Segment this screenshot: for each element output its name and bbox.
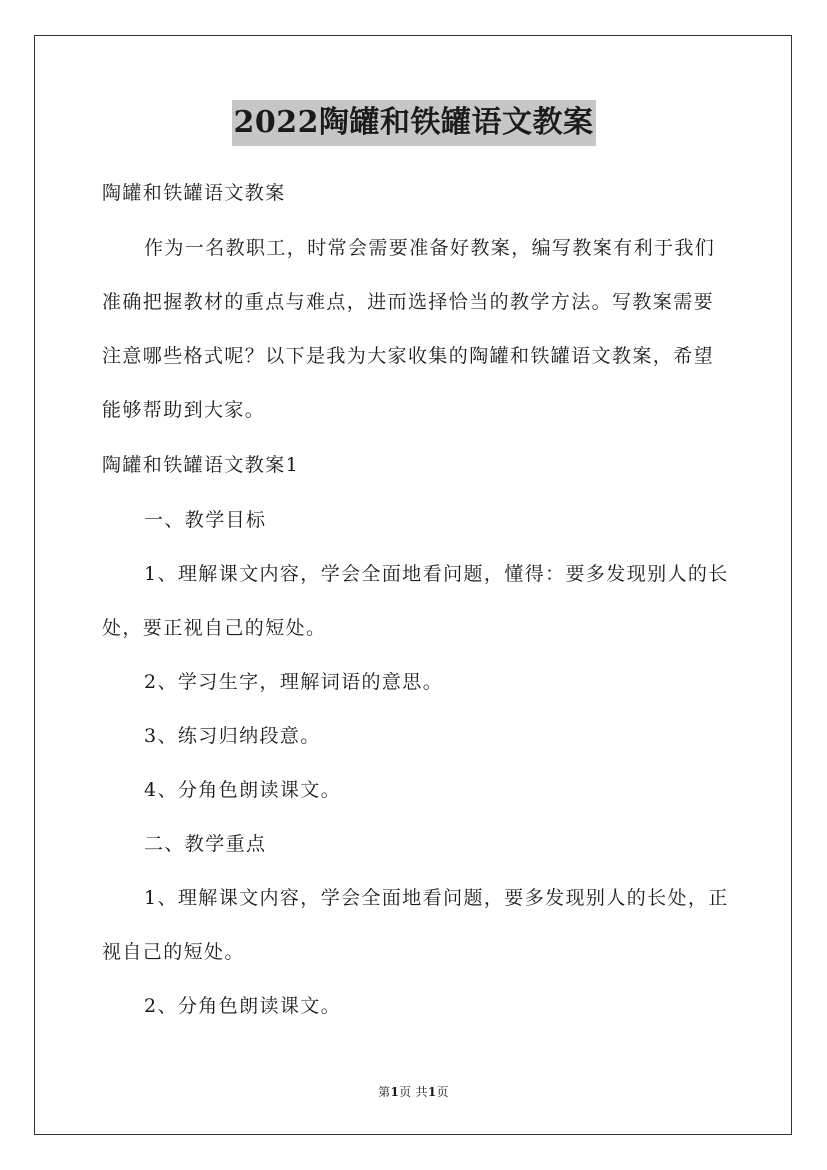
goal-1-line-2: 处，要正视自己的短处。 xyxy=(102,617,327,639)
footer-current-page: 1 xyxy=(390,1085,400,1099)
page-footer xyxy=(0,1084,827,1100)
goals-heading: 一、教学目标 xyxy=(144,509,267,531)
focus-1-line-1: 1、理解课文内容，学会全面地看问题，要多发现别人的长处，正 xyxy=(144,887,729,909)
intro-line-1: 作为一名教职工，时常会需要准备好教案，编写教案有利于我们 xyxy=(144,237,716,259)
footer-prefix: 第 xyxy=(378,1085,391,1099)
goal-4: 4、分角色朗读课文。 xyxy=(144,779,342,801)
section-heading: 陶罐和铁罐语文教案1 xyxy=(102,454,300,476)
document-subtitle: 陶罐和铁罐语文教案 xyxy=(102,182,286,204)
goal-1-line-1: 1、理解课文内容，学会全面地看问题，懂得：要多发现别人的长 xyxy=(144,563,729,585)
focus-1-line-2: 视自己的短处。 xyxy=(102,941,245,963)
focus-heading: 二、教学重点 xyxy=(144,833,267,855)
intro-line-2: 准确把握教材的重点与难点，进而选择恰当的教学方法。写教案需要 xyxy=(102,291,715,313)
focus-2: 2、分角色朗读课文。 xyxy=(144,995,342,1017)
document-title: 2022陶罐和铁罐语文教案 xyxy=(232,100,596,146)
footer-suffix: 页 xyxy=(436,1085,449,1099)
intro-line-4: 能够帮助到大家。 xyxy=(102,399,266,421)
footer-mid: 页 共 xyxy=(399,1085,428,1099)
title-container xyxy=(0,100,827,146)
goal-2: 2、学习生字，理解词语的意思。 xyxy=(144,671,444,693)
intro-line-3: 注意哪些格式呢？以下是我为大家收集的陶罐和铁罐语文教案，希望 xyxy=(102,345,715,367)
footer-total-pages: 1 xyxy=(427,1085,437,1099)
goal-3: 3、练习归纳段意。 xyxy=(144,725,321,747)
